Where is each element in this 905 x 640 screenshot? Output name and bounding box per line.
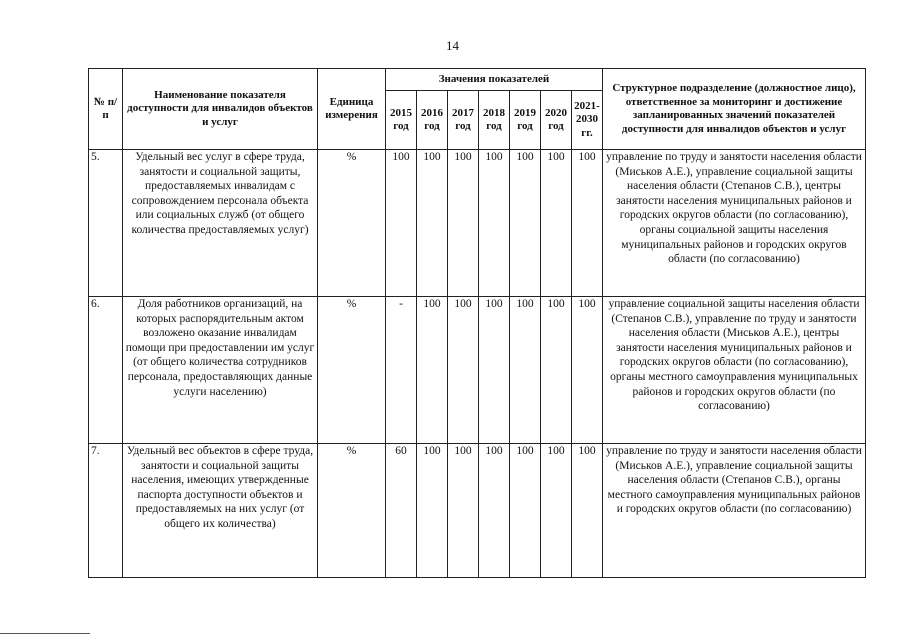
unit-cell: % (318, 150, 386, 297)
header-values: Значения показателей (386, 69, 603, 91)
value-cell: 100 (510, 444, 541, 578)
value-cell: 100 (541, 297, 572, 444)
value-cell: 100 (479, 297, 510, 444)
unit-cell: % (318, 444, 386, 578)
table-row (89, 444, 866, 578)
value-cell: 100 (479, 444, 510, 578)
value-cell: 100 (417, 150, 448, 297)
value-cell: 100 (572, 150, 603, 297)
year-header: 2016 год (417, 91, 448, 150)
value-cell: 100 (541, 150, 572, 297)
value-cell: 100 (510, 297, 541, 444)
responsible-cell: управление по труду и занятости населения области (Миськов А.Е.), управление социальной защиты населения области (Степанов С.В.), органы местного самоуправления муниципальных районов и городских округов области (по согласованию) (603, 444, 866, 578)
footnote-divider (0, 633, 90, 634)
year-header: 2015 год (386, 91, 417, 150)
responsible-cell: управление по труду и занятости населения области (Миськов А.Е.), управление социальной защиты населения области (Степанов С.В.), центры занятости населения муниципальных районов и городских округов области (по согласованию), органы социальной защиты населения муниципальных районов и городских округов области (по согласованию) (603, 150, 866, 297)
value-cell: 100 (572, 444, 603, 578)
value-cell: 100 (417, 297, 448, 444)
value-cell: 100 (448, 150, 479, 297)
indicator-name: Доля работников организаций, на которых распорядительным актом возложено оказание инвалидам помощи при предоставлении им услуг (от общего количества сотрудников персонала, предоставляющих данные услуги населению) (123, 297, 318, 444)
value-cell: - (386, 297, 417, 444)
indicators-table (88, 68, 866, 578)
table-row (89, 150, 866, 297)
row-num: 7. (89, 444, 123, 578)
unit-cell: % (318, 297, 386, 444)
indicator-name: Удельный вес объектов в сфере труда, занятости и социальной защиты населения, имеющих утвержденные паспорта доступности объектов и предоставляемых на них услуг (от общего их количества) (123, 444, 318, 578)
year-header: 2019 год (510, 91, 541, 150)
table-row (89, 297, 866, 444)
responsible-cell: управление социальной защиты населения области (Степанов С.В.), управление по труду и занятости населения области (Миськов А.Е.), центры занятости населения муниципальных районов и городских округов области (по согласованию), органы местного самоуправления муниципальных районов и городских округов области (по согласованию) (603, 297, 866, 444)
value-cell: 100 (541, 444, 572, 578)
value-cell: 100 (448, 444, 479, 578)
value-cell: 60 (386, 444, 417, 578)
row-num: 5. (89, 150, 123, 297)
row-num: 6. (89, 297, 123, 444)
year-header: 2020 год (541, 91, 572, 150)
header-responsible: Структурное подразделение (должностное лицо), ответственное за мониторинг и достижение запланированных значений показателей доступности для инвалидов объектов и услуг (603, 69, 866, 150)
header-num: № п/п (89, 69, 123, 150)
header-name: Наименование показателя доступности для инвалидов объектов и услуг (123, 69, 318, 150)
page-number: 14 (446, 38, 459, 53)
year-header: 2017 год (448, 91, 479, 150)
year-header: 2018 год (479, 91, 510, 150)
header-unit: Единица измерения (318, 69, 386, 150)
value-cell: 100 (448, 297, 479, 444)
value-cell: 100 (386, 150, 417, 297)
value-cell: 100 (572, 297, 603, 444)
indicator-name: Удельный вес услуг в сфере труда, занятости и социальной защиты, предоставляемых инвалидам с сопровождением персонала объекта или социальных служб (от общего количества предоставляемых услуг) (123, 150, 318, 297)
value-cell: 100 (479, 150, 510, 297)
value-cell: 100 (417, 444, 448, 578)
year-header: 2021-2030 гг. (572, 91, 603, 150)
value-cell: 100 (510, 150, 541, 297)
